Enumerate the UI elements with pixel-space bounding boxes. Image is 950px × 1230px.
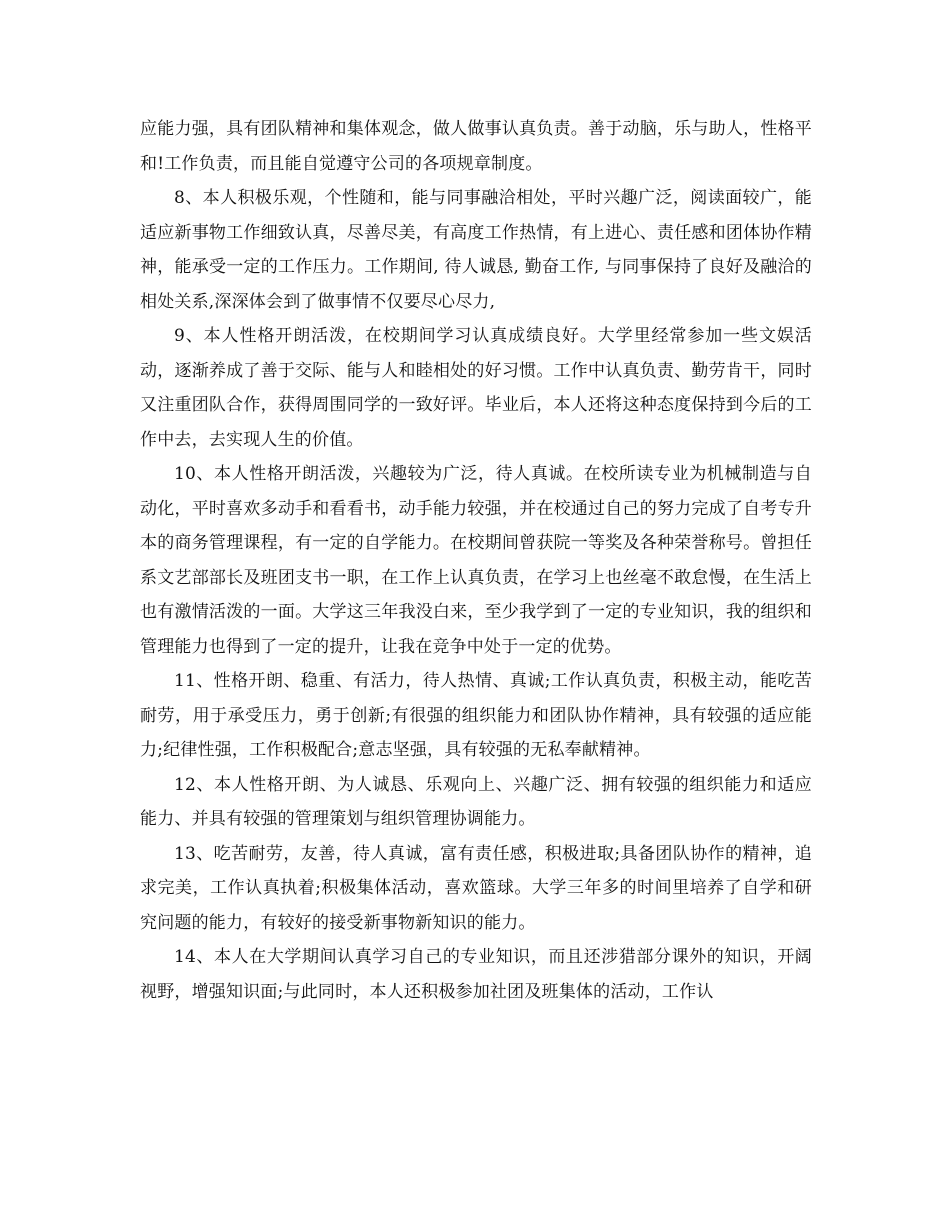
paragraph-13: 13、吃苦耐劳，友善，待人真诚，富有责任感，积极进取;具备团队协作的精神，追求完美，工作认真执着;积极集体活动，喜欢篮球。大学三年多的时间里培养了自学和研究问题的能力，有较好的接受新事物新知识的能力。 (140, 843, 812, 933)
paragraph-11: 11、性格开朗、稳重、有活力，待人热情、真诚;工作认真负责，积极主动，能吃苦耐劳，用于承受压力，勇于创新;有很强的组织能力和团队协作精神，具有较强的适应能力;纪律性强，工作积极配合;意志坚强，具有较强的无私奉献精神。 (140, 671, 812, 760)
paragraph-9: 9、本人性格开朗活泼，在校期间学习认真成绩良好。大学里经常参加一些文娱活动，逐渐养成了善于交际、能与人和睦相处的好习惯。工作中认真负责、勤劳肯干，同时又注重团队合作，获得周围同学的一致好评。毕业后，本人还将这种态度保持到今后的工作中去，去实现人生的价值。 (140, 326, 812, 450)
document-body (140, 112, 812, 1009)
paragraph-14: 14、本人在大学期间认真学习自己的专业知识，而且还涉猎部分课外的知识，开阔视野，增强知识面;与此同时，本人还积极参加社团及班集体的活动，工作认 (140, 947, 812, 1002)
paragraph-10: 10、本人性格开朗活泼，兴趣较为广泛，待人真诚。在校所读专业为机械制造与自动化，平时喜欢多动手和看看书，动手能力较强，并在校通过自己的努力完成了自考专升本的商务管理课程，有一定的自学能力。在校期间曾获院一等奖及各种荣誉称号。曾担任系文艺部部长及班团支书一职，在工作上认真负责，在学习上也丝毫不敢怠慢，在生活上也有激情活泼的一面。大学这三年我没白来，至少我学到了一定的专业知识，我的组织和管理能力也得到了一定的提升，让我在竞争中处于一定的优势。 (140, 464, 812, 657)
paragraph-12: 12、本人性格开朗、为人诚恳、乐观向上、兴趣广泛、拥有较强的组织能力和适应能力、并具有较强的管理策划与组织管理协调能力。 (140, 774, 812, 829)
paragraph-8: 8、本人积极乐观，个性随和，能与同事融洽相处，平时兴趣广泛，阅读面较广，能适应新事物工作细致认真，尽善尽美，有高度工作热情，有上进心、责任感和团体协作精神，能承受一定的工作压力。工作期间, 待人诚恳, 勤奋工作, 与同事保持了良好及融洽的相处关系,深深体会到了做事情不仅要尽心尽力, (140, 188, 812, 312)
paragraph-continuation: 应能力强，具有团队精神和集体观念，做人做事认真负责。善于动脑，乐与助人，性格平和!工作负责，而且能自觉遵守公司的各项规章制度。 (140, 119, 812, 174)
